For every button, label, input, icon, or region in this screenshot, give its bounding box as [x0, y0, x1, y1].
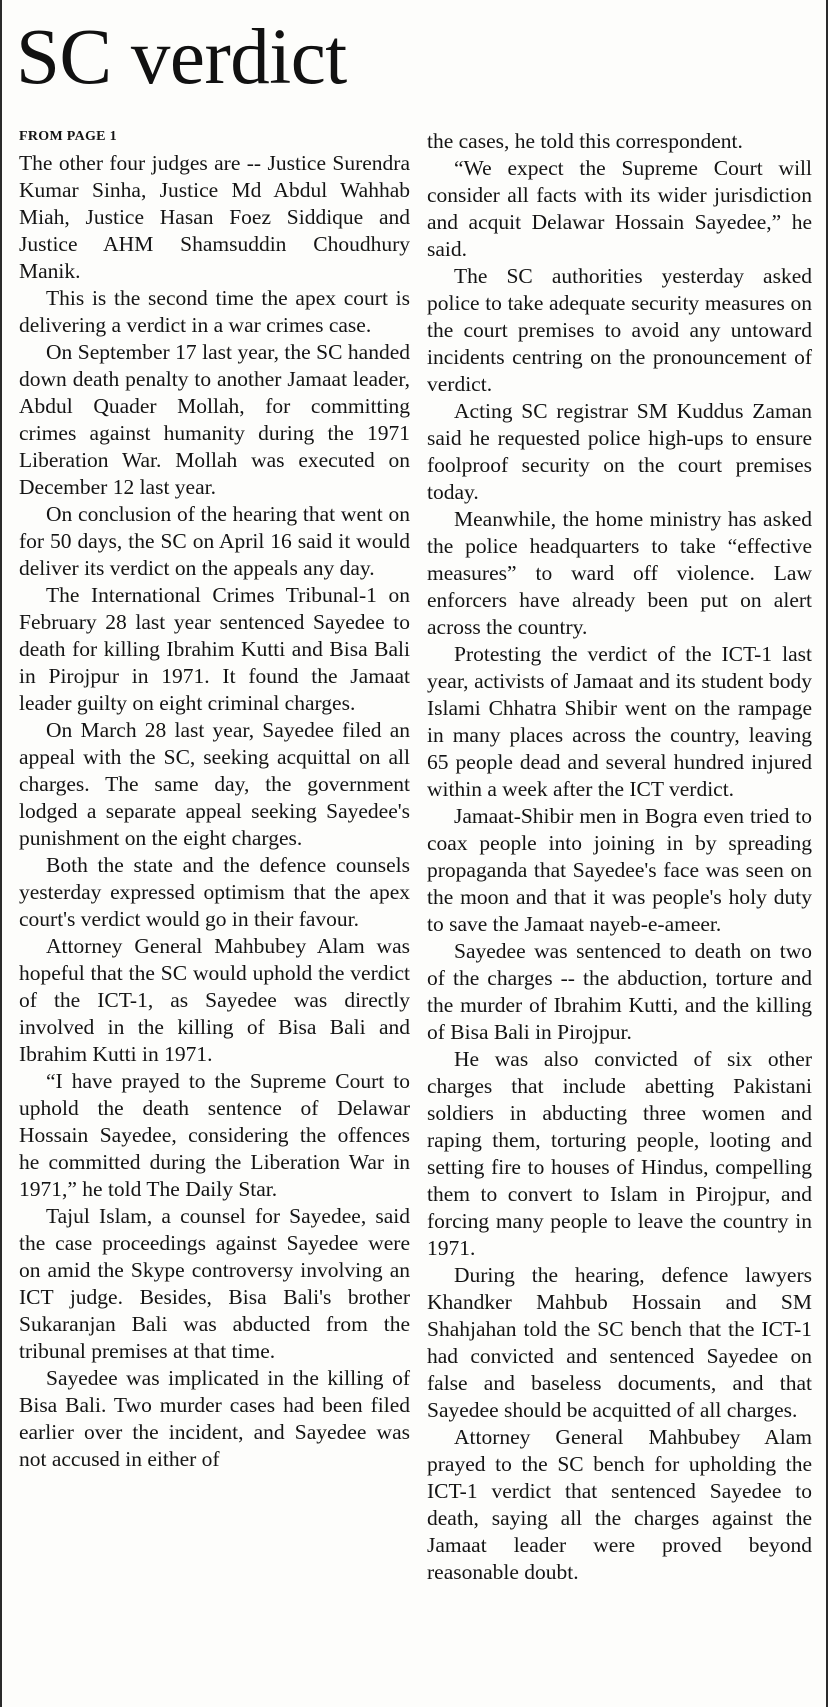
kicker: FROM PAGE 1	[19, 129, 117, 144]
paragraph: Sayedee was implicated in the killing of Bisa Bali. Two murder cases had been filed earlier over the incident, and Sayedee was not accused in either of	[19, 1366, 410, 1471]
paragraph: He was also convicted of six other charges that include abetting Pakistani soldiers in abducting three women and raping them, torturing people, looting and setting fire to houses of Hindus, compelling them to convert to Islam in Pirojpur, and forcing many people to leave the country in 1971.	[427, 1047, 812, 1260]
paragraph: “We expect the Supreme Court will consider all facts with its wider jurisdiction and acquit Delawar Hossain Sayedee,” he said.	[427, 156, 812, 261]
paragraph: The other four judges are -- Justice Surendra Kumar Sinha, Justice Md Abdul Wahhab Miah, Justice Hasan Foez Siddique and Justice AHM Shamsuddin Choudhury Manik.	[19, 151, 410, 283]
headline: SC verdict	[16, 14, 347, 101]
paragraph: Acting SC registrar SM Kuddus Zaman said he requested police high-ups to ensure foolproof security on the court premises today.	[427, 399, 812, 504]
paragraph: Jamaat-Shibir men in Bogra even tried to coax people into joining in by spreading propaganda that Sayedee's face was seen on the moon and that it was people's holy duty to save the Jamaat nayeb-e-ameer.	[427, 804, 812, 936]
article-column-left	[19, 128, 410, 1473]
paragraph: Tajul Islam, a counsel for Sayedee, said the case proceedings against Sayedee were on amid the Skype controversy involving an ICT judge. Besides, Bisa Bali's brother Sukaranjan Bali was abducted from the tribunal premises at that time.	[19, 1204, 410, 1363]
paragraph: Attorney General Mahbubey Alam was hopeful that the SC would uphold the verdict of the ICT-1, as Sayedee was directly involved in the killing of Bisa Bali and Ibrahim Kutti in 1971.	[19, 934, 410, 1066]
paragraph: The International Crimes Tribunal-1 on February 28 last year sentenced Sayedee to death for killing Ibrahim Kutti and Bisa Bali in Pirojpur in 1971. It found the Jamaat leader guilty on eight criminal charges.	[19, 583, 410, 715]
paragraph: On September 17 last year, the SC handed down death penalty to another Jamaat leader, Abdul Quader Mollah, for committing crimes against humanity during the 1971 Liberation War. Mollah was executed on December 12 last year.	[19, 340, 410, 499]
paragraph: During the hearing, defence lawyers Khandker Mahbub Hossain and SM Shahjahan told the SC bench that the ICT-1 had convicted and sentenced Sayedee on false and baseless documents, and that Sayedee should be acquitted of all charges.	[427, 1263, 812, 1422]
paragraph: This is the second time the apex court is delivering a verdict in a war crimes case.	[19, 286, 410, 337]
paragraph: “I have prayed to the Supreme Court to uphold the death sentence of Delawar Hossain Sayedee, considering the offences he committed during the Liberation War in 1971,” he told The Daily Star.	[19, 1069, 410, 1201]
paragraph: Protesting the verdict of the ICT-1 last year, activists of Jamaat and its student body Islami Chhatra Shibir went on the rampage in many places across the country, leaving 65 people dead and several hundred injured within a week after the ICT verdict.	[427, 642, 812, 801]
paragraph: Attorney General Mahbubey Alam prayed to the SC bench for upholding the ICT-1 verdict that sentenced Sayedee to death, saying all the charges against the Jamaat leader were proved beyond reasonable doubt.	[427, 1425, 812, 1584]
article-column-right	[427, 128, 812, 1586]
paragraph: Both the state and the defence counsels yesterday expressed optimism that the apex court's verdict would go in their favour.	[19, 853, 410, 931]
paragraph: The SC authorities yesterday asked police to take adequate security measures on the court premises to avoid any untoward incidents centring on the pronouncement of verdict.	[427, 264, 812, 396]
paragraph-continuation: the cases, he told this correspondent.	[427, 129, 743, 153]
paragraph: Sayedee was sentenced to death on two of the charges -- the abduction, torture and the murder of Ibrahim Kutti, and the killing of Bisa Bali in Pirojpur.	[427, 939, 812, 1044]
paragraph: On March 28 last year, Sayedee filed an appeal with the SC, seeking acquittal on all charges. The same day, the government lodged a separate appeal seeking Sayedee's punishment on the eight charges.	[19, 718, 410, 850]
paragraph: Meanwhile, the home ministry has asked the police headquarters to take “effective measures” to ward off violence. Law enforcers have already been put on alert across the country.	[427, 507, 812, 639]
paragraph: On conclusion of the hearing that went on for 50 days, the SC on April 16 said it would deliver its verdict on the appeals any day.	[19, 502, 410, 580]
